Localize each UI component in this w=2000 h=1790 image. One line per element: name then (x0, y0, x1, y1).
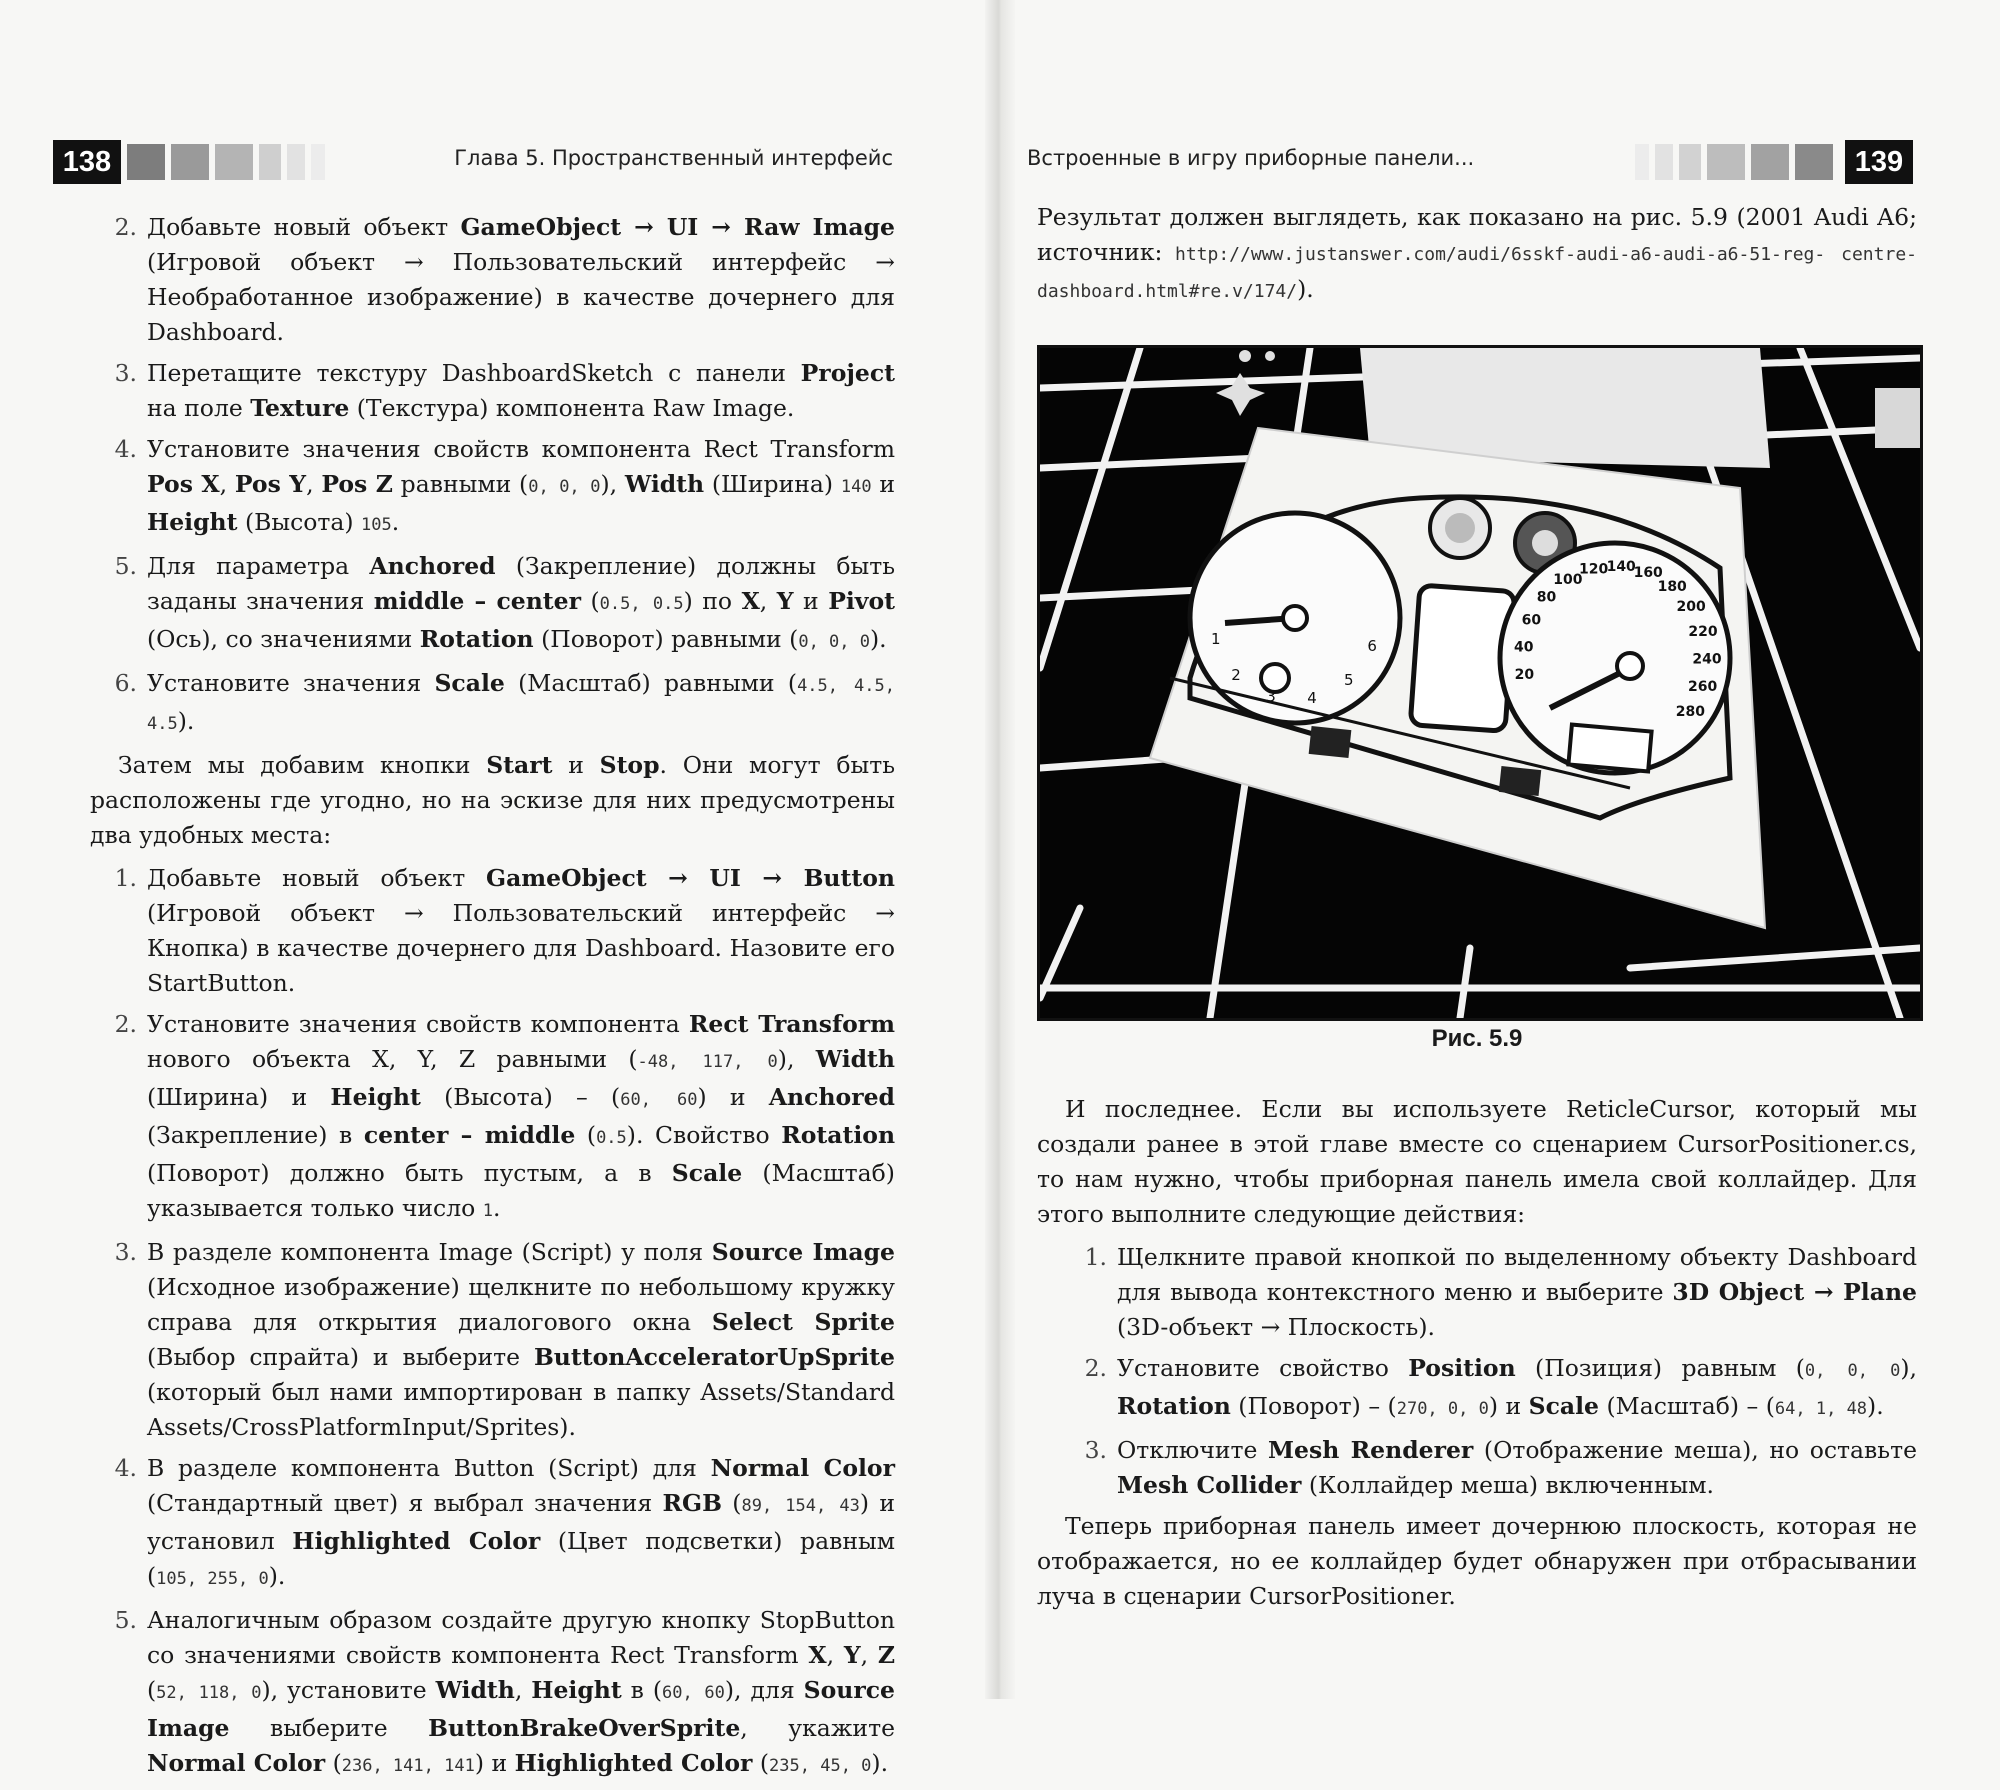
bold-term: Pos Y (234, 470, 307, 498)
bold-term: Width (435, 1676, 515, 1704)
header-block (1751, 144, 1789, 180)
bold-term: Rotation (781, 1121, 896, 1149)
gauge-tick-label: 160 (1633, 565, 1663, 582)
text-run: на поле (147, 394, 251, 422)
code-value: 0, 0, 0 (798, 632, 870, 652)
gauge-tick-label: 80 (1536, 589, 1557, 606)
right-paragraph (1037, 1092, 1917, 1232)
header-block (1655, 144, 1673, 180)
header-block (311, 144, 325, 180)
text-run: ). (870, 625, 887, 653)
code-value: 270, 0, 0 (1396, 1399, 1489, 1419)
text-run: нового объекта X, Y, Z равными ( (147, 1045, 638, 1073)
text-run: ), (777, 1045, 816, 1073)
text-run: , (514, 1676, 532, 1704)
bold-term: Source Image (711, 1238, 895, 1266)
bold-term: Mesh Collider (1117, 1471, 1302, 1499)
bold-term: Stop (599, 751, 660, 779)
bold-term: GameObject → UI → Raw Image (460, 213, 895, 241)
list-item-text (1117, 1240, 1917, 1345)
list-item-number: 4. (114, 435, 137, 463)
list-item (95, 1603, 895, 1784)
text-run: Добавьте новый объект (147, 213, 461, 241)
text-run: . (493, 1194, 501, 1222)
gauge-tick-label: 60 (1521, 612, 1542, 629)
code-value: 235, 45, 0 (769, 1756, 872, 1776)
list-item (95, 356, 895, 426)
text-run: Отключите (1117, 1436, 1269, 1464)
code-value: 64, 1, 48 (1774, 1399, 1868, 1419)
text-run: ( (721, 1489, 742, 1517)
list-item (1065, 1433, 1917, 1503)
bold-term: Highlighted Color (292, 1527, 541, 1555)
list-item-text (147, 549, 895, 660)
text-run: Теперь приборная панель имеет дочернюю плоскость, которая не отображается, но ее коллайдер будет обнаружен при отбрасывании луча в сценарии CursorPositioner. (1037, 1512, 1917, 1610)
list-item-text (147, 861, 895, 1001)
text-run: (Масштаб) – ( (1599, 1392, 1775, 1420)
bold-term: ButtonBrakeOverSprite (428, 1714, 741, 1742)
text-run: ( (581, 587, 600, 615)
text-run: ) и (474, 1749, 515, 1777)
gauge-tick-label: 280 (1675, 703, 1706, 720)
text-run: (который был нами импортирован в папку Assets/Standard Assets/CrossPlatformInput/Sprites). (147, 1378, 895, 1441)
text-run: (Коллайдер меша) включенным. (1301, 1471, 1714, 1499)
text-run: ), установите (261, 1676, 436, 1704)
bold-term: Pivot (828, 587, 895, 615)
code-value: 0.5 (596, 1128, 627, 1148)
text-run: (Стандартный цвет) я выбрал значения (147, 1489, 663, 1517)
bold-term: GameObject → UI → Button (486, 864, 895, 892)
bold-term: Normal Color (710, 1454, 895, 1482)
text-run: (Ось), со значениями (147, 625, 420, 653)
text-run: Перетащите текстуру DashboardSketch с панели (147, 359, 801, 387)
speedometer-gauge (1500, 543, 1730, 773)
header-block (1795, 144, 1833, 180)
text-run: В разделе компонента Image (Script) у поля (147, 1238, 712, 1266)
list-item (95, 549, 895, 660)
list-item-number: 1. (114, 864, 137, 892)
bold-term: Rect Transform (688, 1010, 896, 1038)
header-block (287, 144, 305, 180)
text-run: и (552, 751, 600, 779)
text-run: (Высота) – ( (420, 1083, 621, 1111)
code-value: -48, 117, 0 (637, 1052, 778, 1072)
bold-term: Width (624, 470, 705, 498)
gauge-tick-label: 6 (1367, 637, 1377, 655)
list-item-number: 4. (114, 1454, 137, 1482)
bold-term: Pos X (147, 470, 220, 498)
bold-term: Scale (671, 1159, 743, 1187)
text-run: . Они могут быть расположены где угодно, но на эскизе для них предусмотрены два удобных места: (90, 751, 895, 849)
left-page (0, 0, 985, 1777)
header-block (1707, 144, 1745, 180)
right-page-header (1015, 140, 2000, 186)
bold-term: X (741, 587, 760, 615)
text-run: (Масштаб) равными ( (504, 669, 798, 697)
text-run: (Ширина) и (147, 1083, 331, 1111)
text-run: (Поворот) – ( (1230, 1392, 1397, 1420)
bold-term: Z (877, 1641, 895, 1669)
list-item (95, 666, 895, 742)
text-run: ( (575, 1121, 597, 1149)
code-value: 1 (482, 1201, 493, 1221)
code-value: 140 (840, 477, 872, 497)
text-run: равными ( (392, 470, 529, 498)
right-page-body (1037, 1090, 1917, 1622)
list-item (95, 861, 895, 1001)
right-header-decor (1635, 144, 1833, 180)
text-run: Добавьте новый объект (147, 864, 487, 892)
bold-term: middle – center (373, 587, 581, 615)
text-run: , (219, 470, 235, 498)
text-run: (Исходное изображение) щелкните по небольшому кружку справа для открытия диалогового окна (147, 1273, 895, 1336)
bold-term: Source Image (147, 1676, 895, 1742)
section-title: Встроенные в игру приборные панели... (1027, 146, 1475, 170)
text-run: (Поворот) должно быть пустым, а в (147, 1159, 672, 1187)
code-value: 4.5, 4.5, 4.5 (147, 676, 895, 734)
bold-term: Height (330, 1083, 421, 1111)
text-run: (Цвет подсветки) равным ( (147, 1527, 895, 1590)
gauge-tick-label: 4 (1307, 689, 1317, 708)
right-closing-paragraph (1037, 1509, 1917, 1614)
text-run: (Поворот) равными ( (533, 625, 799, 653)
bold-term: ButtonAcceleratorUpSprite (533, 1343, 895, 1371)
bold-term: Position (1408, 1354, 1516, 1382)
text-run: выберите (229, 1714, 429, 1742)
text-run: (Текстура) компонента Raw Image. (349, 394, 795, 422)
text-run: (Закрепление) в (147, 1121, 364, 1149)
list-item-text (1117, 1433, 1917, 1503)
header-block (171, 144, 209, 180)
list-item-text (147, 432, 895, 543)
text-run: в ( (621, 1676, 662, 1704)
gauge-tick-label: 140 (1606, 559, 1636, 576)
figure-dashboard-screenshot (1037, 345, 1923, 1021)
text-run: ). Свойство (626, 1121, 782, 1149)
text-run: ) и (697, 1083, 769, 1111)
left-header-decor (127, 144, 325, 180)
code-value: 105, 255, 0 (156, 1569, 269, 1589)
left-page-header (0, 140, 985, 186)
left-page-body (90, 210, 896, 1790)
left-second-list (95, 861, 895, 1784)
code-value: 0.5, 0.5 (599, 594, 684, 614)
list-item-text (147, 356, 895, 426)
bold-term: 3D Object → Plane (1672, 1278, 1917, 1306)
text-run: ). (871, 1749, 889, 1777)
right-list (1037, 1240, 1917, 1503)
text-run: , (860, 1641, 878, 1669)
text-run: (Закрепление) должны быть заданы значения (147, 552, 895, 615)
text-run: (Отображение меша), но оставьте (1473, 1436, 1917, 1464)
text-run: (Ширина) (704, 470, 841, 498)
text-run: (3D-объект → Плоскость). (1117, 1313, 1435, 1341)
text-run: , (759, 587, 777, 615)
list-item-number: 5. (114, 1606, 137, 1634)
list-item-number: 5. (114, 552, 137, 580)
dashboard-figure-image (1040, 348, 1920, 1018)
bold-term: Height (531, 1676, 622, 1704)
text-run: ), (1900, 1354, 1917, 1382)
text-run: (Выбор спрайта) и выберите (147, 1343, 534, 1371)
text-run: Установите значения свойств компонента (147, 1010, 689, 1038)
source-url: http://www.justanswer.com/audi/6sskf-audi-a6-audi-a6-51-reg- centre-dashboard.html#re.v/174/ (1037, 244, 1917, 302)
text-run: Результат должен выглядеть, как показано на рис. 5.9 (2001 Audi A6; источник: (1037, 203, 1917, 266)
gauge-tick-label: 260 (1687, 679, 1718, 695)
text-run: (Игровой объект → Пользовательский интерфейс → Кнопка) в качестве дочернего для Dashboard. Назовите его StartButton. (147, 899, 895, 997)
text-run: и (871, 470, 896, 498)
text-run: (Игровой объект → Пользовательский интерфейс → Необработанное изображение) в качестве дочернего для Dashboard. (147, 248, 895, 346)
text-run: , (306, 470, 322, 498)
bold-term: Height (147, 508, 238, 536)
bold-term: center – middle (363, 1121, 576, 1149)
bold-term: Rotation (419, 625, 534, 653)
list-item (1065, 1351, 1917, 1427)
list-item (95, 432, 895, 543)
left-paragraph (90, 748, 895, 853)
bold-term: RGB (662, 1489, 722, 1517)
text-run: ). (1297, 275, 1314, 303)
bold-term: Project (800, 359, 895, 387)
book-gutter (985, 0, 1015, 1699)
text-run: . (391, 508, 400, 536)
code-value: 60, 60 (662, 1683, 725, 1703)
code-value: 60, 60 (620, 1090, 698, 1110)
bold-term: Start (486, 751, 553, 779)
list-item-text (147, 666, 895, 742)
list-item-number: 6. (114, 669, 137, 697)
gauge-tick-label: 5 (1344, 670, 1354, 689)
gauge-tick-label: 3 (1266, 687, 1276, 706)
list-item-text (147, 1603, 895, 1784)
text-run: , укажите (740, 1714, 896, 1742)
bold-term: Mesh Renderer (1268, 1436, 1474, 1464)
bold-term: Scale (434, 669, 505, 697)
code-value: 236, 141, 141 (341, 1756, 475, 1776)
bold-term: Y (843, 1641, 861, 1669)
text-run: Щелкните правой кнопкой по выделенному объекту Dashboard для вывода контекстного меню и выберите (1117, 1243, 1917, 1306)
gauge-tick-label: 2 (1231, 666, 1241, 684)
text-run: ( (325, 1749, 342, 1777)
bold-term: Y (776, 587, 794, 615)
text-run: ( (752, 1749, 770, 1777)
left-page-number: 138 (53, 140, 121, 184)
list-item-number: 3. (1084, 1436, 1107, 1464)
gauge-tick-label: 40 (1513, 639, 1534, 656)
right-page (1015, 0, 2000, 1699)
text-run: (Позиция) равным ( (1515, 1354, 1805, 1382)
list-item-text (147, 1007, 895, 1229)
text-run: и (793, 587, 829, 615)
text-run: , (826, 1641, 844, 1669)
text-run: ). (1867, 1392, 1884, 1420)
left-first-list (95, 210, 895, 742)
text-run: Для параметра (147, 552, 370, 580)
gauge-tick-label: 1 (1211, 630, 1221, 649)
list-item (95, 1007, 895, 1229)
bold-term: Scale (1528, 1392, 1600, 1420)
bold-term: Anchored (369, 552, 496, 580)
text-run: (Высота) (237, 508, 362, 536)
gauge-tick-label: 180 (1657, 579, 1687, 595)
bold-term: Normal Color (147, 1749, 326, 1777)
header-block (1635, 144, 1649, 180)
list-item-number: 1. (1084, 1243, 1107, 1271)
text-run: ) и установил (147, 1489, 896, 1555)
text-run: Установите значения (147, 669, 435, 697)
bold-term: Select Sprite (711, 1308, 895, 1336)
gauge-tick-label: 240 (1692, 651, 1722, 668)
list-item-number: 3. (114, 1238, 137, 1266)
header-block (259, 144, 281, 180)
header-block (127, 144, 165, 180)
text-run: Затем мы добавим кнопки (118, 751, 487, 779)
list-item-text (147, 1235, 895, 1445)
chapter-title: Глава 5. Пространственный интерфейс (454, 146, 893, 170)
right-page-number: 139 (1845, 140, 1913, 184)
text-run: В разделе компонента Button (Script) для (147, 1454, 711, 1482)
bold-term: Highlighted Color (514, 1749, 753, 1777)
bold-term: X (808, 1641, 827, 1669)
code-value: 105 (361, 515, 392, 535)
list-item-number: 3. (114, 359, 137, 387)
text-run: ) по (683, 587, 742, 615)
text-run: ), для (724, 1676, 804, 1704)
list-item (95, 1235, 895, 1445)
text-run: (Масштаб) указывается только число (147, 1159, 895, 1222)
gauge-tick-label: 100 (1553, 572, 1583, 588)
gauge-tick-label: 200 (1676, 599, 1706, 616)
list-item-number: 2. (114, 213, 137, 241)
right-intro (1037, 200, 1917, 309)
bold-term: Pos Z (321, 470, 393, 498)
bold-term: Rotation (1117, 1392, 1231, 1420)
text-run: Аналогичным образом создайте другую кнопку StopButton со значениями свойств компонента Rect Transform (147, 1606, 895, 1669)
text-run: ( (147, 1676, 157, 1704)
list-item-number: 2. (114, 1010, 137, 1038)
bold-term: Width (815, 1045, 895, 1073)
code-value: 0, 0, 0 (528, 477, 601, 497)
list-item-text (1117, 1351, 1917, 1427)
list-item (95, 210, 895, 350)
list-item (95, 1451, 895, 1597)
text-run: ), (600, 470, 625, 498)
code-value: 89, 154, 43 (741, 1496, 860, 1516)
gauge-tick-label: 120 (1578, 561, 1609, 578)
list-item-text (147, 1451, 895, 1597)
text-run: ). (177, 707, 195, 735)
text-run: И последнее. Если вы используете ReticleCursor, который мы создали ранее в этой главе вместе со сценарием CursorPositioner.cs, то нам нужно, чтобы приборная панель имела свой коллайдер. Для этого выполните следующие действия: (1037, 1095, 1917, 1228)
list-item-number: 2. (1084, 1354, 1107, 1382)
code-value: 52, 118, 0 (156, 1683, 262, 1703)
list-item-text (147, 210, 895, 350)
text-run: Установите свойство (1117, 1354, 1409, 1382)
header-block (1679, 144, 1701, 180)
code-value: 0, 0, 0 (1804, 1361, 1901, 1381)
bold-term: Anchored (768, 1083, 895, 1111)
list-item (1065, 1240, 1917, 1345)
header-block (215, 144, 253, 180)
text-run: ). (268, 1562, 286, 1590)
figure-caption: Рис. 5.9 (1431, 1025, 1523, 1052)
text-run: ) и (1488, 1392, 1529, 1420)
bold-term: Texture (250, 394, 350, 422)
text-run: Установите значения свойств компонента Rect Transform (147, 435, 895, 463)
gauge-tick-label: 20 (1514, 667, 1535, 683)
gauge-tick-label: 220 (1688, 624, 1718, 641)
